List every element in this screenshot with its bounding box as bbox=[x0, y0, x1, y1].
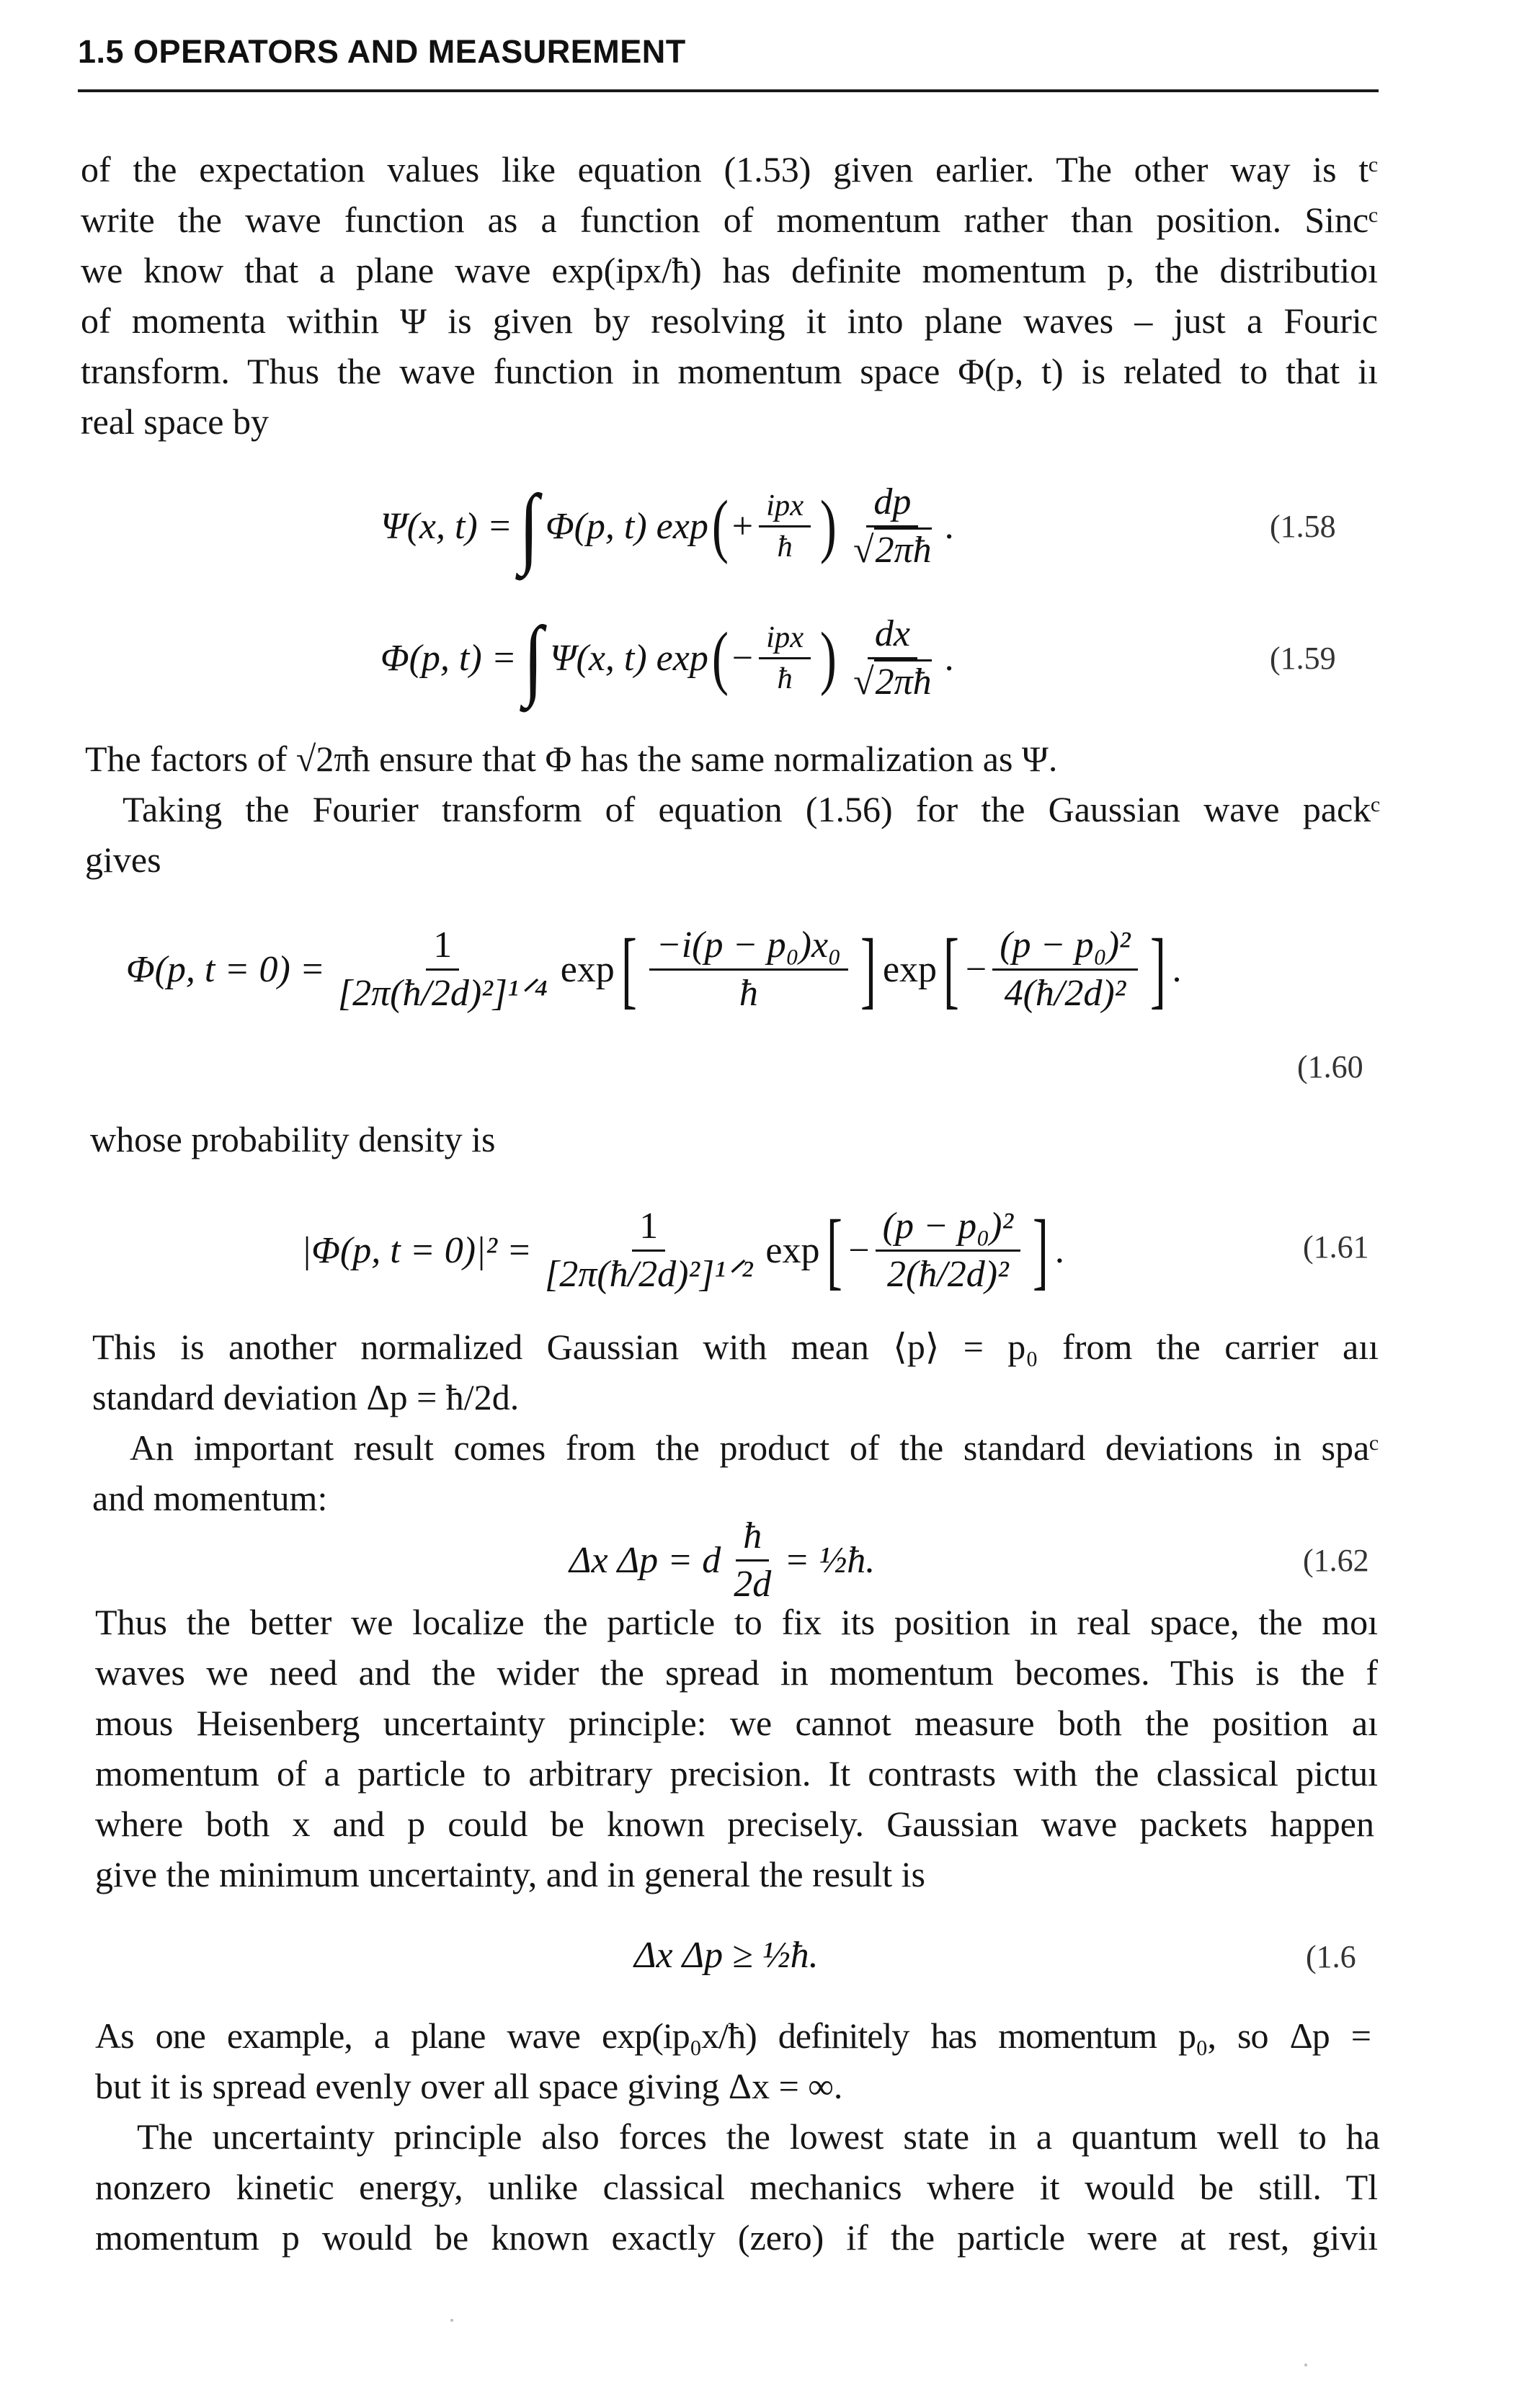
eq-integrand: Φ(p, t) exp bbox=[546, 505, 708, 547]
eq-lhs: Φ(p, t = 0) = bbox=[126, 948, 325, 990]
text-line: whose probability density is bbox=[90, 1119, 496, 1159]
exp-fraction: $\frac{\text{ipx}}{ħ}$ bbox=[759, 488, 811, 564]
eq-lhs: Φ(p, t) = bbox=[380, 637, 517, 679]
equation-number: (1.60 bbox=[1297, 1049, 1363, 1084]
text-line: and momentum: bbox=[92, 1478, 328, 1518]
text-line: momentum of a particle to arbitrary precision. It contrasts with the classical pictuı bbox=[95, 1753, 1378, 1794]
text-line: we know that a plane wave exp(ipx/ħ) has definite momentum p, the distributioı bbox=[81, 250, 1378, 290]
exponent-fraction: $\frac{\text{−i(p − p₀)x₀}}{ħ}$ bbox=[649, 924, 849, 1015]
text-line: write the wave function as a function of momentum rather than position. Sincᶜ bbox=[81, 200, 1378, 240]
text-line: The uncertainty principle also forces the lowest state in a quantum well to ha bbox=[137, 2116, 1380, 2157]
header-rule bbox=[78, 89, 1379, 92]
equation-1-59: Φ(p, t) = ∫ Ψ(x, t) exp ( − $\frac{\text{ipx}}{ħ}$ ) $\frac{dx}{√2\pi ħ}$ . bbox=[380, 607, 954, 708]
equation-1-61: |Φ(p, t = 0)|² = $\frac{1}{\text{[2π(ħ/2d)²]¹ᐟ²}}$ exp [ − $\frac{\text{(p − p₀)²}}{\text{2(ħ/2d)²}}$ ] . bbox=[301, 1202, 1064, 1298]
text-line: but it is spread evenly over all space giving Δx = ∞. bbox=[95, 2066, 843, 2106]
text-line: As one example, a plane wave exp(ip₀x/ħ) definitely has momentum p₀, so Δp = bbox=[95, 2015, 1371, 2056]
text-line: This is another normalized Gaussian with mean ⟨p⟩ = p₀ from the carrier aıı bbox=[92, 1327, 1379, 1367]
eq-integrand: Ψ(x, t) exp bbox=[549, 637, 708, 679]
equation-number: (1.62 bbox=[1303, 1543, 1369, 1578]
text-line: Taking the Fourier transform of equation (1.56) for the Gaussian wave packᶜ bbox=[123, 789, 1380, 829]
text-line: Thus the better we localize the particle to fix its position in real space, the moı bbox=[95, 1602, 1378, 1642]
exp-fraction: $\frac{\text{ipx}}{ħ}$ bbox=[759, 620, 811, 695]
equation-number: (1.6 bbox=[1306, 1939, 1356, 1974]
integral-sign: ∫ bbox=[523, 607, 543, 708]
measure-fraction: $\frac{dp}{√2\pi ħ}$ bbox=[853, 481, 932, 571]
text-line: The factors of √2πħ ensure that Φ has the same normalization as Ψ. bbox=[85, 739, 1058, 779]
section-header: 1.5 OPERATORS AND MEASUREMENT bbox=[78, 33, 686, 70]
eq-sign: − bbox=[731, 637, 754, 679]
eq-lhs: |Φ(p, t = 0)|² = bbox=[301, 1229, 533, 1271]
prefactor-fraction: $\frac{1}{\text{[2π(ħ/2d)²]¹ᐟ⁴}}$ bbox=[337, 924, 548, 1014]
scan-speck bbox=[1304, 2364, 1307, 2366]
h-over-2d-fraction: $\frac{ħ}{2d}$ bbox=[734, 1515, 772, 1605]
text-line: nonzero kinetic energy, unlike classical mechanics where it would be still. Tl bbox=[95, 2167, 1378, 2207]
equation-number: (1.61 bbox=[1303, 1229, 1369, 1265]
text-line: transform. Thus the wave function in momentum space Φ(p, t) is related to that iı bbox=[81, 351, 1378, 391]
prefactor-fraction: $\frac{1}{\text{[2π(ħ/2d)²]¹ᐟ²}}$ bbox=[545, 1205, 753, 1295]
text-line: waves we need and the wider the spread in momentum becomes. This is the f bbox=[95, 1652, 1378, 1693]
text-line: of the expectation values like equation (1.53) given earlier. The other way is tᶜ bbox=[81, 149, 1378, 190]
text-line: An important result comes from the product of the standard deviations in spaᶜ bbox=[130, 1427, 1379, 1468]
exponent-fraction: $\frac{\text{(p − p₀)²}}{\text{2(ħ/2d)²}}$ bbox=[876, 1205, 1020, 1296]
eq-lhs: Ψ(x, t) = bbox=[380, 505, 512, 547]
integral-sign: ∫ bbox=[519, 476, 539, 576]
text-line: mous Heisenberg uncertainty principle: we cannot measure both the position aı bbox=[95, 1703, 1378, 1743]
measure-fraction: $\frac{dx}{√2\pi ħ}$ bbox=[853, 612, 932, 703]
text-line: where both x and p could be known precisely. Gaussian wave packets happen bbox=[95, 1804, 1374, 1844]
equation-number: (1.58 bbox=[1270, 509, 1336, 544]
equation-1-62: Δx Δp = d $\frac{ħ}{2d}$ = ½ħ. bbox=[569, 1515, 876, 1605]
text-line: real space by bbox=[81, 401, 269, 442]
text-line: give the minimum uncertainty, and in general the result is bbox=[95, 1854, 926, 1894]
eq-sign: + bbox=[731, 505, 754, 547]
exponent-fraction: $\frac{\text{(p − p₀)²}}{\text{4(ħ/2d)²}}$ bbox=[992, 924, 1137, 1015]
eq-lhs: Δx Δp = d bbox=[569, 1539, 721, 1581]
equation-number: (1.59 bbox=[1270, 641, 1336, 676]
equation-1-60: Φ(p, t = 0) = $\frac{1}{\text{[2π(ħ/2d)²]¹ᐟ⁴}}$ exp [ $\frac{\text{−i(p − p₀)x₀}}{ħ}$ ] exp [ − $\frac{\text{(p − p₀)²}}{\text{4(ħ/2d)²}}$ ] . bbox=[126, 921, 1182, 1017]
text-line: momentum p would be known exactly (zero) if the particle were at rest, giviı bbox=[95, 2217, 1378, 2258]
text-line: of momenta within Ψ is given by resolving it into plane waves – just a Fouric bbox=[81, 300, 1378, 341]
text-line: standard deviation Δp = ħ/2d. bbox=[92, 1377, 520, 1417]
scan-speck bbox=[450, 2319, 453, 2322]
equation-1-58: Ψ(x, t) = ∫ Φ(p, t) exp ( + $\frac{\text{ipx}}{ħ}$ ) $\frac{dp}{√2\pi ħ}$ . bbox=[380, 476, 954, 576]
text-line: gives bbox=[85, 839, 161, 880]
eq-expr: Δx Δp ≥ ½ħ. bbox=[634, 1934, 819, 1976]
equation-1-63 bbox=[634, 1923, 819, 1987]
